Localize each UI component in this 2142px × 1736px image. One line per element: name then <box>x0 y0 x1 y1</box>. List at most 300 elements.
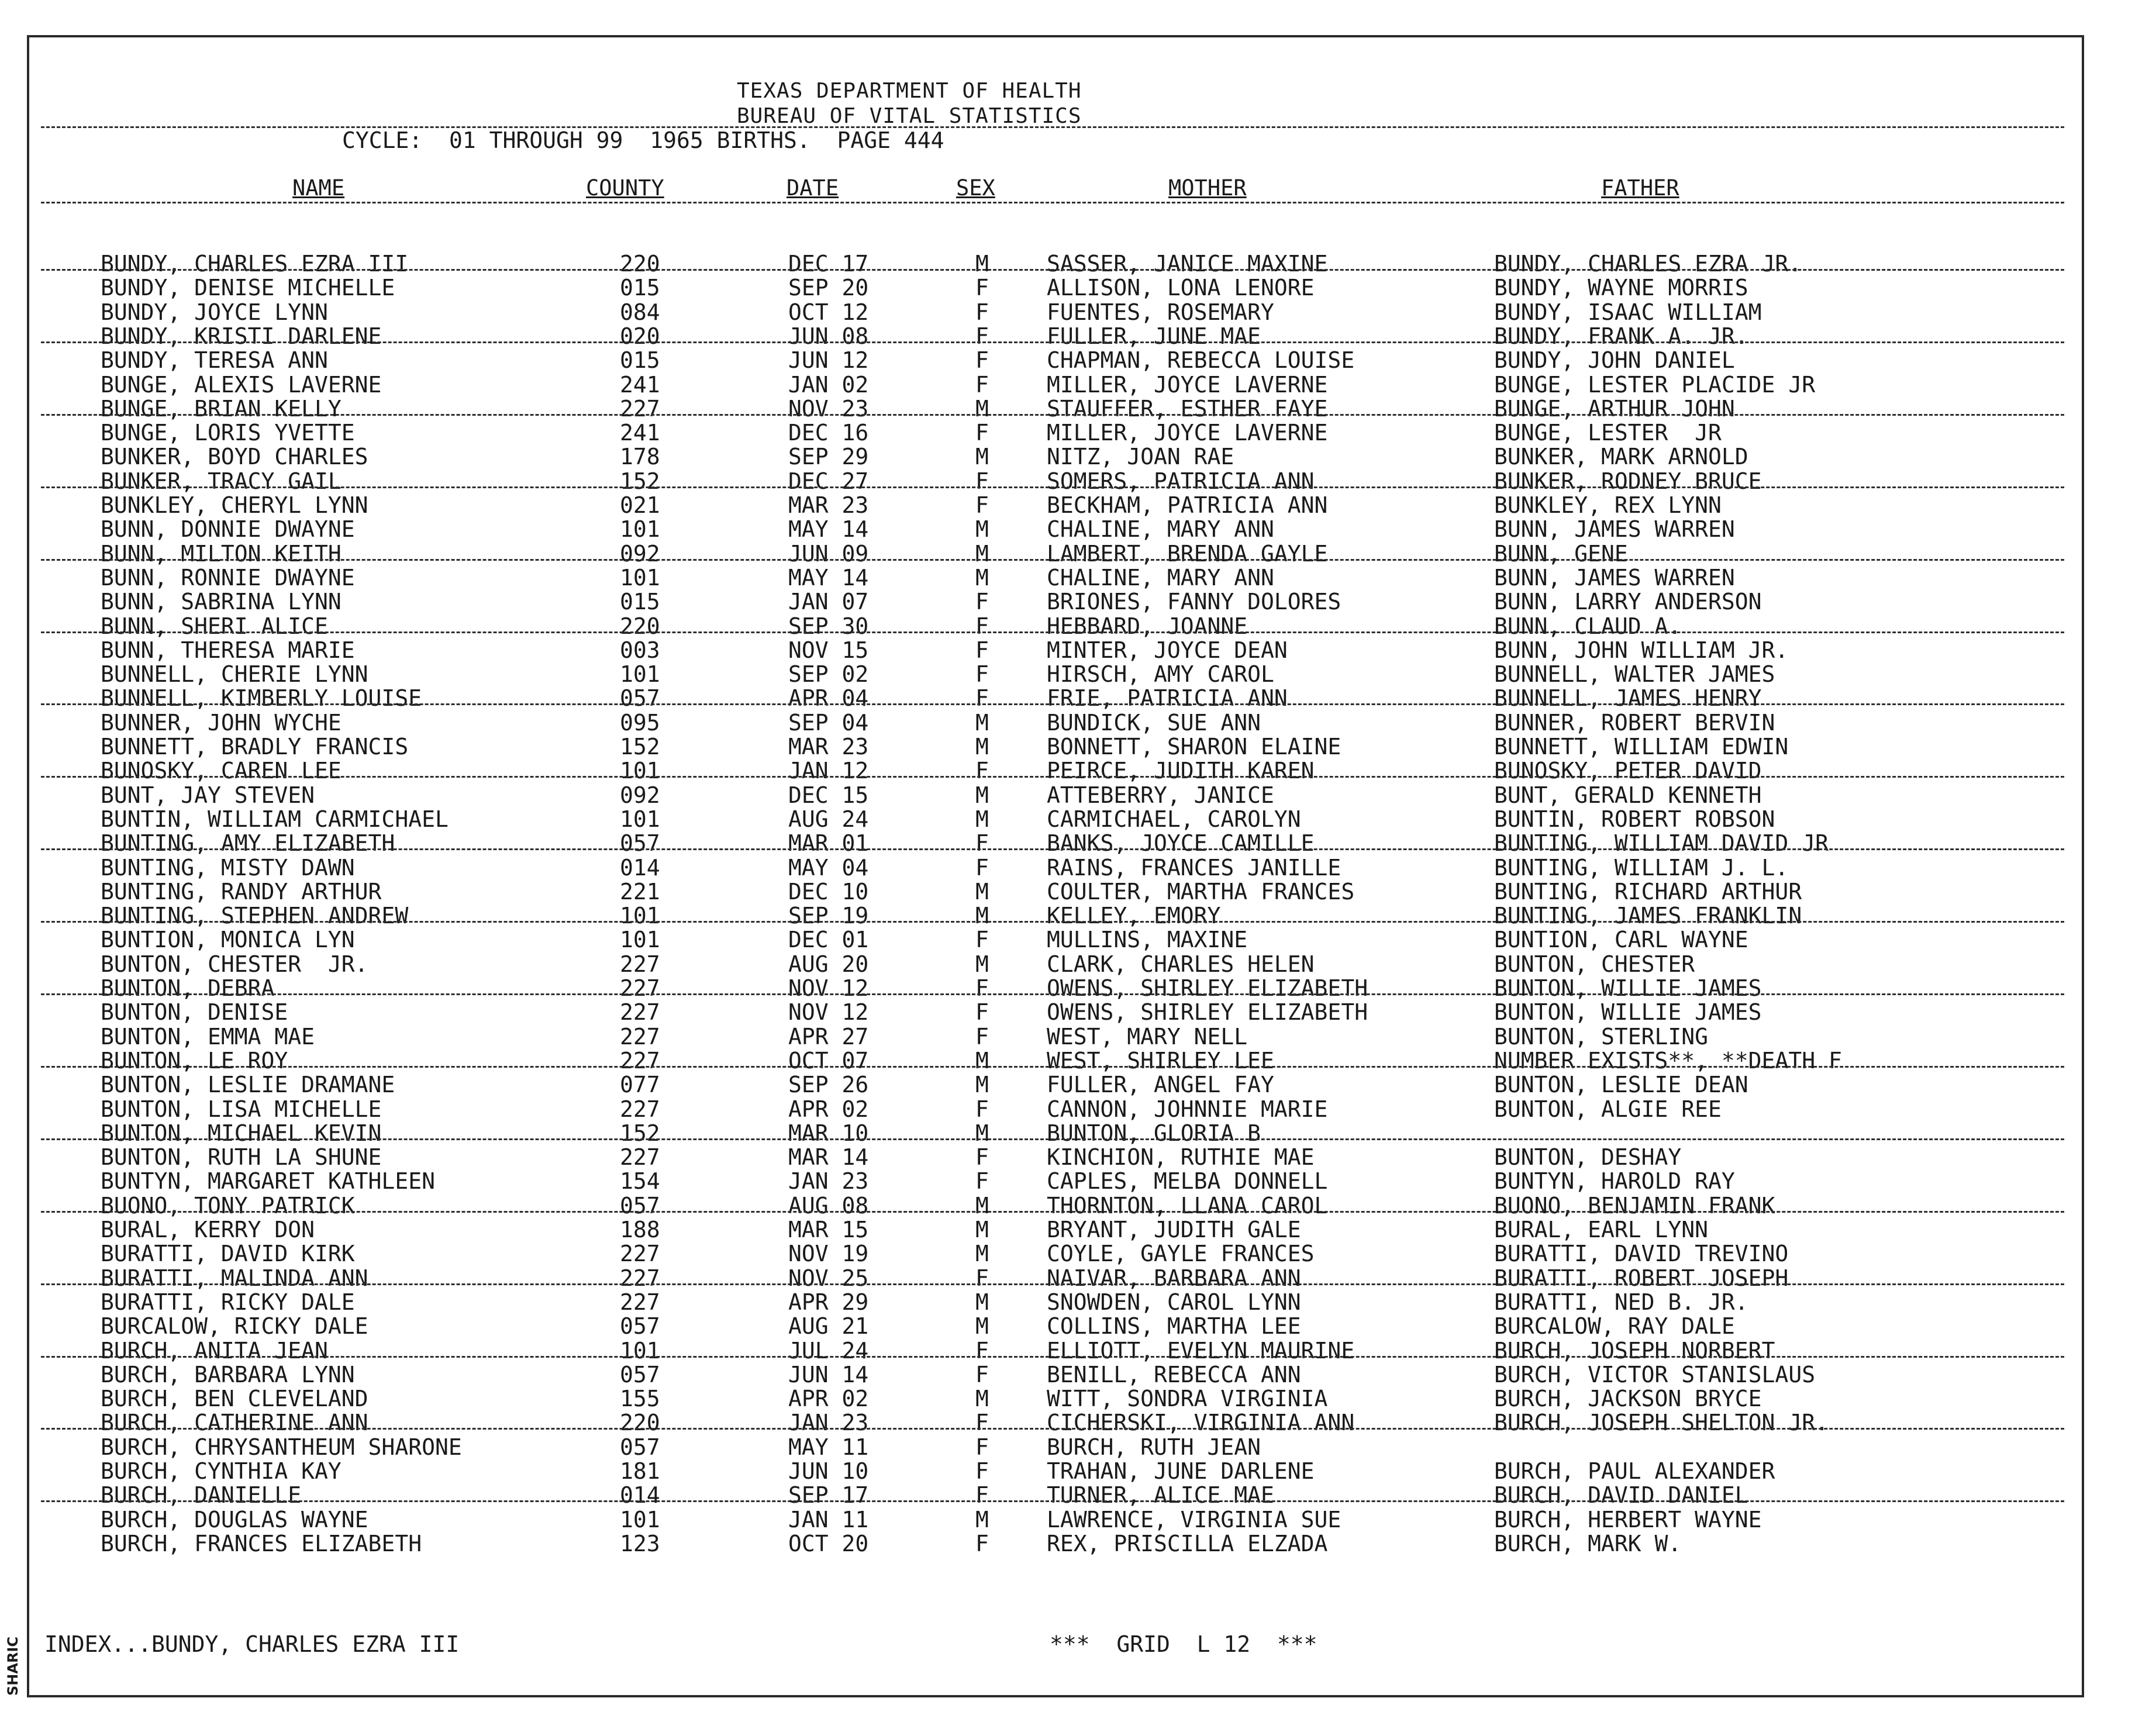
record-county: 015 <box>620 589 660 615</box>
record-sex: M <box>975 1241 989 1267</box>
record-name: BUNTING, RANDY ARTHUR <box>101 878 382 905</box>
record-mother: BRIONES, FANNY DOLORES <box>1047 589 1341 615</box>
record-name: BUNTON, CHESTER JR. <box>101 951 368 977</box>
record-county: 015 <box>620 347 660 374</box>
record-date: MAR 15 <box>788 1217 869 1243</box>
table-row <box>0 1362 2142 1387</box>
record-name: BUNN, THERESA MARIE <box>101 637 355 663</box>
record-father: BUNTON, ALGIE REE <box>1494 1096 1722 1122</box>
record-father: BUNTON, CHESTER <box>1494 951 1695 977</box>
record-date: NOV 12 <box>788 975 869 1001</box>
record-name: BUNKLEY, CHERYL LYNN <box>101 492 368 518</box>
record-date: NOV 23 <box>788 395 869 422</box>
record-date: NOV 15 <box>788 637 869 663</box>
table-row <box>0 831 2142 855</box>
record-sex: F <box>975 492 989 518</box>
record-sex: M <box>975 1506 989 1533</box>
record-date: APR 29 <box>788 1289 869 1315</box>
record-mother: FUENTES, ROSEMARY <box>1047 299 1274 325</box>
record-county: 101 <box>620 806 660 832</box>
column-header-father: FATHER <box>1601 175 1679 201</box>
record-father: BUNTING, RICHARD ARTHUR <box>1494 878 1802 905</box>
record-name: BURCH, DOUGLAS WAYNE <box>101 1506 368 1533</box>
record-county: 003 <box>620 637 660 663</box>
record-name: BUNTON, LISA MICHELLE <box>101 1096 382 1122</box>
record-sex: F <box>975 975 989 1001</box>
record-sex: F <box>975 420 989 446</box>
record-name: BUNTING, AMY ELIZABETH <box>101 830 395 857</box>
table-row <box>0 1193 2142 1218</box>
table-row <box>0 927 2142 952</box>
record-county: 101 <box>620 927 660 953</box>
record-mother: CICHERSKI, VIRGINIA ANN <box>1047 1410 1355 1436</box>
record-sex: F <box>975 323 989 349</box>
record-mother: WITT, SONDRA VIRGINIA <box>1047 1386 1328 1412</box>
record-date: MAY 14 <box>788 564 869 591</box>
record-father: BUONO, BENJAMIN FRANK <box>1494 1192 1775 1219</box>
table-row <box>0 1145 2142 1169</box>
table-row <box>0 420 2142 445</box>
record-name: BUNTON, EMMA MAE <box>101 1023 315 1050</box>
record-sex: F <box>975 1530 989 1556</box>
table-row <box>0 300 2142 325</box>
record-county: 154 <box>620 1168 660 1195</box>
record-name: BURCH, CHRYSANTHEUM SHARONE <box>101 1434 462 1460</box>
record-mother: BRYANT, JUDITH GALE <box>1047 1217 1301 1243</box>
record-father: BUNKLEY, REX LYNN <box>1494 492 1722 518</box>
record-name: BUNTING, MISTY DAWN <box>101 854 355 881</box>
sharic-stamp: SHARIC <box>5 1637 21 1696</box>
table-row <box>0 1024 2142 1049</box>
divider-line <box>41 1066 2064 1068</box>
record-name: BUNGE, LORIS YVETTE <box>101 420 355 446</box>
record-name: BUNN, RONNIE DWAYNE <box>101 564 355 591</box>
record-date: MAY 14 <box>788 516 869 543</box>
divider-line <box>41 486 2064 488</box>
table-row <box>0 1121 2142 1145</box>
divider-line <box>41 1356 2064 1358</box>
record-county: 241 <box>620 420 660 446</box>
record-date: AUG 21 <box>788 1313 869 1340</box>
record-date: JUN 09 <box>788 540 869 567</box>
record-date: SEP 02 <box>788 661 869 688</box>
record-mother: KELLEY, EMORY <box>1047 903 1221 929</box>
record-date: MAR 14 <box>788 1144 869 1171</box>
record-sex: F <box>975 589 989 615</box>
record-mother: MILLER, JOYCE LAVERNE <box>1047 420 1328 446</box>
record-father: BUNDY, WAYNE MORRIS <box>1494 275 1748 301</box>
record-sex: F <box>975 613 989 639</box>
table-row <box>0 638 2142 662</box>
record-father: BURCH, JACKSON BRYCE <box>1494 1386 1762 1412</box>
record-mother: HIRSCH, AMY CAROL <box>1047 661 1274 688</box>
record-county: 020 <box>620 323 660 349</box>
table-row <box>0 1000 2142 1024</box>
record-mother: LAWRENCE, VIRGINIA SUE <box>1047 1506 1341 1533</box>
record-mother: FULLER, JUNE MAE <box>1047 323 1261 349</box>
record-father: BURATTI, ROBERT JOSEPH <box>1494 1265 1789 1291</box>
record-mother: NITZ, JOAN RAE <box>1047 444 1234 470</box>
record-father: BUNNETT, WILLIAM EDWIN <box>1494 734 1789 760</box>
record-father: BURCH, PAUL ALEXANDER <box>1494 1458 1775 1484</box>
record-county: 220 <box>620 251 660 277</box>
table-row <box>0 444 2142 469</box>
record-father: BUNTON, WILLIE JAMES <box>1494 999 1762 1026</box>
table-row <box>0 275 2142 300</box>
record-county: 227 <box>620 1289 660 1315</box>
record-county: 241 <box>620 371 660 398</box>
record-sex: F <box>975 999 989 1026</box>
record-county: 181 <box>620 1458 660 1484</box>
record-county: 227 <box>620 1265 660 1291</box>
record-sex: F <box>975 371 989 398</box>
record-name: BUNDY, CHARLES EZRA III <box>101 251 409 277</box>
record-name: BURATTI, MALINDA ANN <box>101 1265 368 1291</box>
divider-line <box>41 269 2064 271</box>
record-sex: M <box>975 1120 989 1146</box>
record-father: BURCH, DAVID DANIEL <box>1494 1482 1748 1509</box>
record-mother: CHALINE, MARY ANN <box>1047 516 1274 543</box>
divider-line <box>41 631 2064 633</box>
record-county: 057 <box>620 830 660 857</box>
record-date: DEC 15 <box>788 782 869 808</box>
record-date: DEC 17 <box>788 251 869 277</box>
divider-line <box>41 921 2064 923</box>
record-date: SEP 20 <box>788 275 869 301</box>
record-mother: TRAHAN, JUNE DARLENE <box>1047 1458 1315 1484</box>
record-mother: PEIRCE, JUDITH KAREN <box>1047 758 1315 784</box>
record-county: 227 <box>620 395 660 422</box>
record-sex: M <box>975 251 989 277</box>
record-sex: M <box>975 1072 989 1098</box>
divider-line <box>41 1500 2064 1502</box>
record-date: NOV 12 <box>788 999 869 1026</box>
record-date: JUN 08 <box>788 323 869 349</box>
record-county: 227 <box>620 1144 660 1171</box>
record-father: BURCH, MARK W. <box>1494 1530 1682 1556</box>
record-name: BURCH, ANITA JEAN <box>101 1337 328 1364</box>
record-father: BUNKER, RODNEY BRUCE <box>1494 468 1762 494</box>
record-name: BUNKER, BOYD CHARLES <box>101 444 368 470</box>
record-date: OCT 07 <box>788 1047 869 1074</box>
table-row <box>0 783 2142 807</box>
record-mother: CLARK, CHARLES HELEN <box>1047 951 1315 977</box>
bureau-title: BUREAU OF VITAL STATISTICS <box>737 104 1082 128</box>
record-name: BURAL, KERRY DON <box>101 1217 315 1243</box>
record-date: JUN 14 <box>788 1361 869 1388</box>
record-sex: F <box>975 637 989 663</box>
record-date: DEC 16 <box>788 420 869 446</box>
divider-line <box>41 414 2064 416</box>
record-sex: F <box>975 1337 989 1364</box>
record-father: BUNTON, DESHAY <box>1494 1144 1682 1171</box>
record-date: JAN 02 <box>788 371 869 398</box>
record-county: 220 <box>620 1410 660 1436</box>
record-sex: M <box>975 806 989 832</box>
record-county: 152 <box>620 468 660 494</box>
record-mother: OWENS, SHIRLEY ELIZABETH <box>1047 975 1368 1001</box>
record-county: 077 <box>620 1072 660 1098</box>
record-county: 092 <box>620 782 660 808</box>
record-date: NOV 19 <box>788 1241 869 1267</box>
record-father: BUNN, JOHN WILLIAM JR. <box>1494 637 1789 663</box>
record-sex: M <box>975 1289 989 1315</box>
record-sex: F <box>975 347 989 374</box>
record-county: 101 <box>620 903 660 929</box>
record-sex: F <box>975 468 989 494</box>
table-row <box>0 541 2142 566</box>
record-date: SEP 26 <box>788 1072 869 1098</box>
record-name: BURCH, CATHERINE ANN <box>101 1410 368 1436</box>
table-row <box>0 565 2142 590</box>
record-name: BURATTI, RICKY DALE <box>101 1289 355 1315</box>
record-mother: MULLINS, MAXINE <box>1047 927 1248 953</box>
record-sex: M <box>975 1192 989 1219</box>
divider-line <box>41 993 2064 995</box>
table-row <box>0 348 2142 372</box>
record-mother: MILLER, JOYCE LAVERNE <box>1047 371 1328 398</box>
divider-line <box>41 848 2064 850</box>
record-county: 021 <box>620 492 660 518</box>
record-father: BUNGE, LESTER PLACIDE JR <box>1494 371 1816 398</box>
table-row <box>0 372 2142 397</box>
table-row <box>0 879 2142 904</box>
table-row <box>0 1531 2142 1556</box>
record-father: BUNNELL, WALTER JAMES <box>1494 661 1775 688</box>
record-date: MAR 23 <box>788 734 869 760</box>
record-sex: M <box>975 540 989 567</box>
record-sex: M <box>975 878 989 905</box>
record-county: 178 <box>620 444 660 470</box>
record-sex: F <box>975 1361 989 1388</box>
record-county: 015 <box>620 275 660 301</box>
record-date: APR 02 <box>788 1096 869 1122</box>
record-county: 220 <box>620 613 660 639</box>
table-row <box>0 1459 2142 1483</box>
record-father: BUNT, GERALD KENNETH <box>1494 782 1762 808</box>
record-father: BUNDY, CHARLES EZRA JR. <box>1494 251 1802 277</box>
record-county: 227 <box>620 1023 660 1050</box>
column-header-date: DATE <box>787 175 839 201</box>
record-name: BUNDY, JOYCE LYNN <box>101 299 328 325</box>
divider-line <box>41 341 2064 343</box>
record-date: JAN 12 <box>788 758 869 784</box>
record-name: BUNNETT, BRADLY FRANCIS <box>101 734 409 760</box>
table-row <box>0 758 2142 783</box>
record-father: BUNKER, MARK ARNOLD <box>1494 444 1748 470</box>
record-name: BUNT, JAY STEVEN <box>101 782 315 808</box>
record-county: 227 <box>620 999 660 1026</box>
column-header-name: NAME <box>292 175 345 201</box>
record-sex: F <box>975 854 989 881</box>
record-name: BURATTI, DAVID KIRK <box>101 1241 355 1267</box>
record-name: BUNN, MILTON KEITH <box>101 540 342 567</box>
table-row <box>0 686 2142 710</box>
table-row <box>0 1097 2142 1121</box>
record-name: BUNTING, STEPHEN ANDREW <box>101 903 409 929</box>
table-row <box>0 1169 2142 1193</box>
record-father: BUNN, GENE <box>1494 540 1628 567</box>
record-sex: F <box>975 1434 989 1460</box>
column-header-county: COUNTY <box>586 175 664 201</box>
table-row <box>0 1338 2142 1363</box>
record-name: BUNGE, ALEXIS LAVERNE <box>101 371 382 398</box>
record-name: BUNN, SABRINA LYNN <box>101 589 342 615</box>
table-row <box>0 1217 2142 1242</box>
table-row <box>0 1266 2142 1290</box>
record-sex: F <box>975 1482 989 1509</box>
record-date: JAN 07 <box>788 589 869 615</box>
record-name: BUNTON, LE ROY <box>101 1047 288 1074</box>
record-sex: M <box>975 444 989 470</box>
record-county: 057 <box>620 1192 660 1219</box>
table-row <box>0 1048 2142 1073</box>
record-county: 092 <box>620 540 660 567</box>
record-date: SEP 29 <box>788 444 869 470</box>
record-mother: BUNDICK, SUE ANN <box>1047 709 1261 736</box>
record-sex: F <box>975 1265 989 1291</box>
record-mother: THORNTON, LLANA CAROL <box>1047 1192 1328 1219</box>
record-mother: MINTER, JOYCE DEAN <box>1047 637 1288 663</box>
record-name: BUNTON, MICHAEL KEVIN <box>101 1120 382 1146</box>
record-mother: ATTEBERRY, JANICE <box>1047 782 1274 808</box>
record-date: APR 04 <box>788 685 869 712</box>
record-date: MAR 01 <box>788 830 869 857</box>
record-mother: CAPLES, MELBA DONNELL <box>1047 1168 1328 1195</box>
record-name: BUNN, DONNIE DWAYNE <box>101 516 355 543</box>
record-father: BURCH, VICTOR STANISLAUS <box>1494 1361 1816 1388</box>
record-sex: F <box>975 1096 989 1122</box>
record-county: 101 <box>620 1337 660 1364</box>
record-county: 101 <box>620 661 660 688</box>
record-name: BUNTON, DENISE <box>101 999 288 1026</box>
record-mother: OWENS, SHIRLEY ELIZABETH <box>1047 999 1368 1026</box>
record-county: 057 <box>620 1313 660 1340</box>
record-sex: F <box>975 830 989 857</box>
record-sex: F <box>975 685 989 712</box>
table-row <box>0 1386 2142 1411</box>
record-father: BUNTING, WILLIAM J. L. <box>1494 854 1789 881</box>
divider-line <box>41 1283 2064 1285</box>
record-name: BUNNELL, KIMBERLY LOUISE <box>101 685 422 712</box>
record-county: 221 <box>620 878 660 905</box>
record-father: BUNN, JAMES WARREN <box>1494 516 1735 543</box>
record-sex: M <box>975 1217 989 1243</box>
record-date: APR 27 <box>788 1023 869 1050</box>
record-father: BUNGE, ARTHUR JOHN <box>1494 395 1735 422</box>
record-county: 101 <box>620 516 660 543</box>
divider-line <box>41 1138 2064 1140</box>
table-row <box>0 1290 2142 1314</box>
table-row <box>0 952 2142 976</box>
record-father: BUNNELL, JAMES HENRY <box>1494 685 1762 712</box>
record-name: BURCH, FRANCES ELIZABETH <box>101 1530 422 1556</box>
record-date: MAR 23 <box>788 492 869 518</box>
table-row <box>0 1435 2142 1459</box>
record-county: 152 <box>620 734 660 760</box>
table-row <box>0 324 2142 348</box>
record-father: BUNTON, WILLIE JAMES <box>1494 975 1762 1001</box>
record-name: BUNN, SHERI ALICE <box>101 613 328 639</box>
record-mother: CARMICHAEL, CAROLYN <box>1047 806 1301 832</box>
table-row <box>0 589 2142 614</box>
divider-line <box>41 776 2064 778</box>
record-father: BURCH, HERBERT WAYNE <box>1494 1506 1762 1533</box>
record-father: BUNN, JAMES WARREN <box>1494 564 1735 591</box>
record-mother: COULTER, MARTHA FRANCES <box>1047 878 1355 905</box>
record-mother: NAIVAR, BARBARA ANN <box>1047 1265 1301 1291</box>
column-header-sex: SEX <box>956 175 995 201</box>
record-mother: TURNER, ALICE MAE <box>1047 1482 1274 1509</box>
record-date: AUG 24 <box>788 806 869 832</box>
record-county: 227 <box>620 951 660 977</box>
record-sex: M <box>975 903 989 929</box>
record-name: BUNGE, BRIAN KELLY <box>101 395 342 422</box>
record-name: BUNKER, TRACY GAIL <box>101 468 342 494</box>
table-row <box>0 855 2142 880</box>
record-date: NOV 25 <box>788 1265 869 1291</box>
record-mother: SASSER, JANICE MAXINE <box>1047 251 1328 277</box>
record-mother: SNOWDEN, CAROL LYNN <box>1047 1289 1301 1315</box>
table-row <box>0 396 2142 421</box>
record-father: BUNTYN, HAROLD RAY <box>1494 1168 1735 1195</box>
record-name: BUNTIN, WILLIAM CARMICHAEL <box>101 806 449 832</box>
agency-title: TEXAS DEPARTMENT OF HEALTH <box>737 79 1082 103</box>
record-county: 227 <box>620 1241 660 1267</box>
record-date: OCT 12 <box>788 299 869 325</box>
record-mother: BANKS, JOYCE CAMILLE <box>1047 830 1315 857</box>
record-father: BURAL, EARL LYNN <box>1494 1217 1709 1243</box>
record-mother: BENILL, REBECCA ANN <box>1047 1361 1301 1388</box>
record-county: 095 <box>620 709 660 736</box>
record-county: 101 <box>620 564 660 591</box>
record-mother: LAMBERT, BRENDA GAYLE <box>1047 540 1328 567</box>
record-date: DEC 01 <box>788 927 869 953</box>
divider-line <box>41 1211 2064 1213</box>
record-sex: M <box>975 734 989 760</box>
table-row <box>0 734 2142 759</box>
record-father: BUNOSKY, PETER DAVID <box>1494 758 1762 784</box>
record-mother: CHAPMAN, REBECCA LOUISE <box>1047 347 1355 374</box>
record-date: SEP 30 <box>788 613 869 639</box>
record-name: BUNTION, MONICA LYN <box>101 927 355 953</box>
record-father: BUNTON, STERLING <box>1494 1023 1709 1050</box>
record-date: JUN 12 <box>788 347 869 374</box>
record-sex: M <box>975 1047 989 1074</box>
record-date: JAN 23 <box>788 1168 869 1195</box>
record-father: BURATTI, NED B. JR. <box>1494 1289 1748 1315</box>
divider-line <box>41 559 2064 561</box>
table-row <box>0 469 2142 493</box>
record-county: 014 <box>620 854 660 881</box>
record-name: BUNTON, LESLIE DRAMANE <box>101 1072 395 1098</box>
record-sex: F <box>975 1458 989 1484</box>
record-mother: HEBBARD, JOANNE <box>1047 613 1248 639</box>
record-sex: F <box>975 758 989 784</box>
record-county: 014 <box>620 1482 660 1509</box>
record-mother: RAINS, FRANCES JANILLE <box>1047 854 1341 881</box>
record-sex: F <box>975 1144 989 1171</box>
column-header-mother: MOTHER <box>1168 175 1247 201</box>
record-date: MAR 10 <box>788 1120 869 1146</box>
record-sex: F <box>975 927 989 953</box>
record-father: BUNDY, JOHN DANIEL <box>1494 347 1735 374</box>
record-father: BUNNER, ROBERT BERVIN <box>1494 709 1775 736</box>
record-mother: KINCHION, RUTHIE MAE <box>1047 1144 1315 1171</box>
record-name: BURCH, CYNTHIA KAY <box>101 1458 342 1484</box>
record-father: BUNGE, LESTER JR <box>1494 420 1722 446</box>
table-row <box>0 662 2142 686</box>
